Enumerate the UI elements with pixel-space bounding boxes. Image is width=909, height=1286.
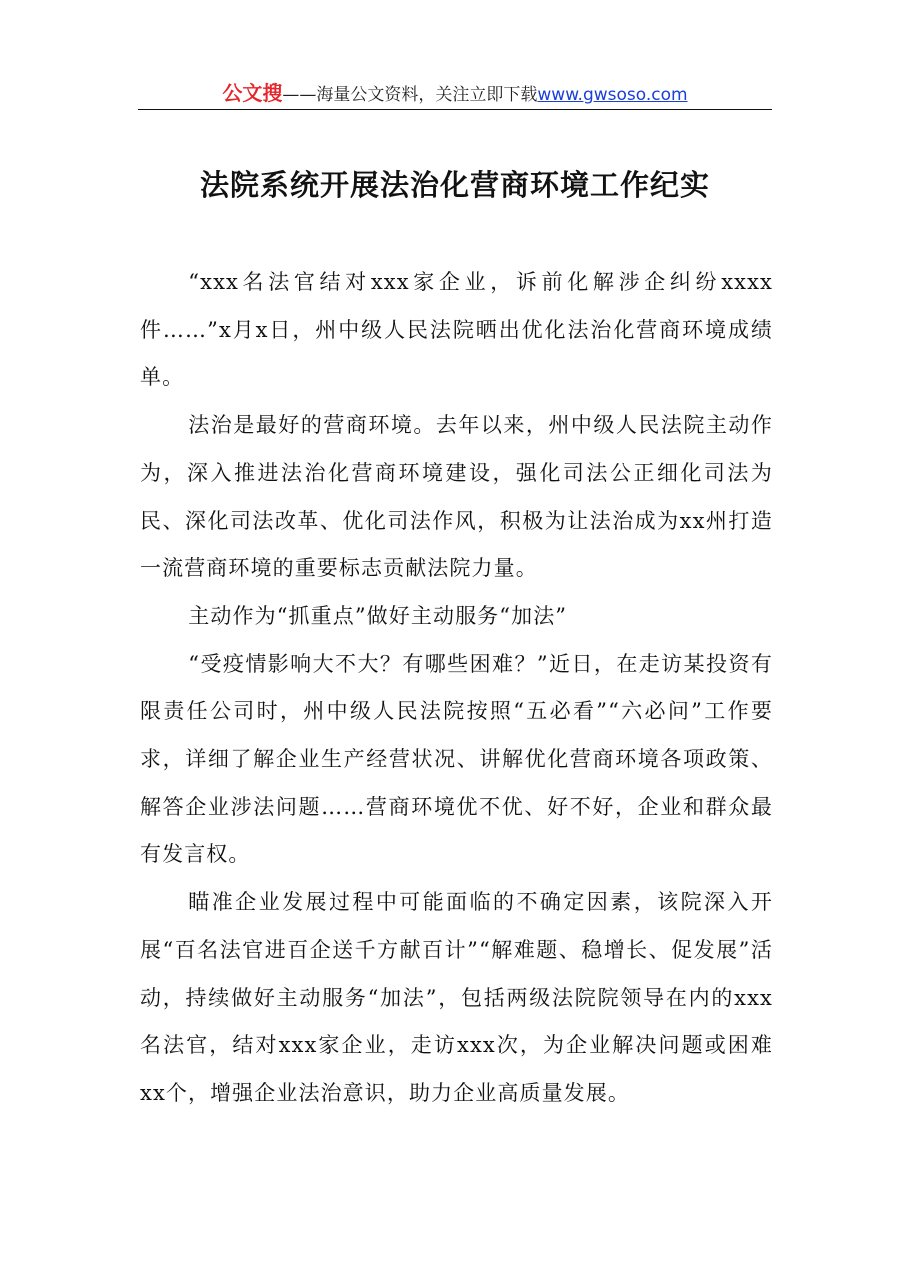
paragraph-4: 瞄准企业发展过程中可能面临的不确定因素，该院深入开展“百名法官进百企送千方献百计”“解难题、稳增长、促发展”活动，持续做好主动服务“加法”，包括两级法院院领导在内的xxx名法官，结对xxx家企业，走访xxx次，为企业解决问题或困难xx个，增强企业法治意识，助力企业高质量发展。	[140, 890, 773, 1105]
site-link[interactable]: www.gwsoso.com	[537, 85, 688, 105]
document-title: 法院系统开展法治化营商环境工作纪实	[199, 168, 710, 202]
section-heading: 主动作为“抓重点”做好主动服务“加法”	[188, 603, 568, 628]
document-body	[140, 259, 773, 1118]
brand-logo-text[interactable]: 公文搜	[222, 81, 283, 105]
header-divider	[138, 109, 772, 110]
page-header	[138, 78, 772, 108]
paragraph-2: 法治是最好的营商环境。去年以来，州中级人民法院主动作为，深入推进法治化营商环境建设，强化司法公正细化司法为民、深化司法改革、优化司法作风，积极为让法治成为xx州打造一流营商环境的重要标志贡献法院力量。	[140, 413, 773, 581]
paragraph-1: “xxx名法官结对xxx家企业，诉前化解涉企纠纷xxxx件……”x月x日，州中级人民法院晒出优化法治化营商环境成绩单。	[140, 270, 773, 390]
header-slogan: ——海量公文资料，关注立即下载	[282, 85, 538, 105]
paragraph-3: “受疫情影响大不大？有哪些困难？”近日，在走访某投资有限责任公司时，州中级人民法院按照“五必看”“六必问”工作要求，详细了解企业生产经营状况、讲解优化营商环境各项政策、解答企业涉法问题……营商环境优不优、好不好，企业和群众最有发言权。	[140, 651, 773, 867]
